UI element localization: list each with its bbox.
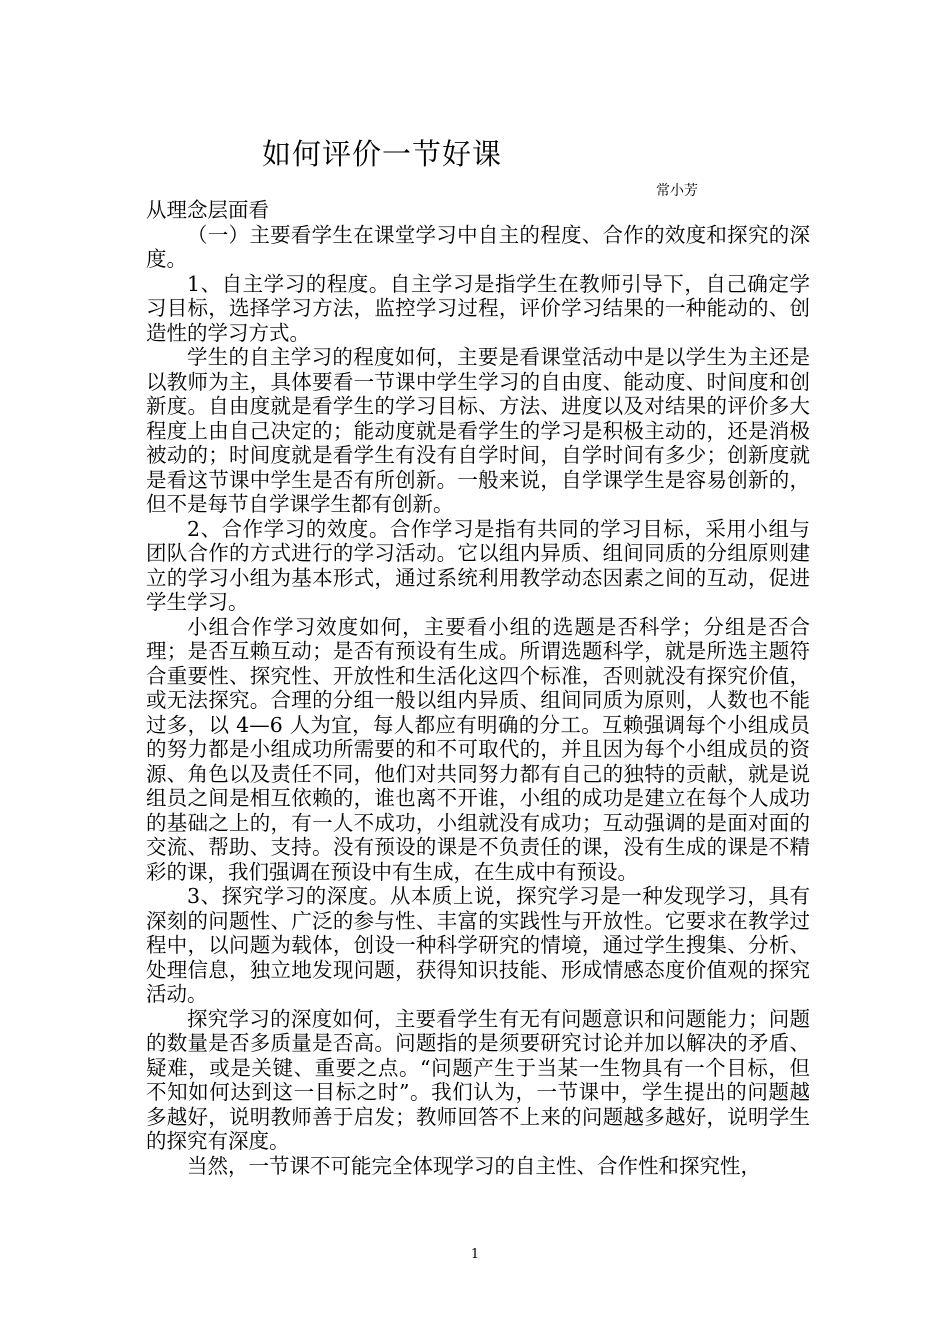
paragraph: 2、合作学习的效度。合作学习是指有共同的学习目标，采用小组与团队合作的方式进行的学习活动。它以组内异质、组间同质的分组原则建立的学习小组为基本形式，通过系统利用教学动态因素之间的互动，促进学生学习。	[146, 516, 810, 614]
paragraph: 3、探究学习的深度。从本质上说，探究学习是一种发现学习，具有深刻的问题性、广泛的参与性、丰富的实践性与开放性。它要求在教学过程中，以问题为载体，创设一种科学研究的情境，通过学生搜集、分析、处理信息，独立地发现问题，获得知识技能、形成情感态度价值观的探究活动。	[146, 884, 810, 1006]
paragraph: 当然，一节课不可能完全体现学习的自主性、合作性和探究性，	[187, 1153, 761, 1178]
document-body	[146, 198, 810, 1178]
page-number: 1	[470, 1247, 480, 1262]
author-name: 常小芳	[656, 183, 698, 199]
paragraph: 1、自主学习的程度。自主学习是指学生在教师引导下，自己确定学习目标，选择学习方法，监控学习过程，评价学习结果的一种能动的、创造性的学习方式。	[146, 271, 810, 345]
document-title: 如何评价一节好课	[262, 137, 503, 171]
paragraph: （一）主要看学生在课堂学习中自主的程度、合作的效度和探究的深度。	[146, 222, 810, 271]
section-heading: 从理念层面看	[146, 198, 269, 222]
paragraph: 小组合作学习效度如何，主要看小组的选题是否科学；分组是否合理；是否互赖互动；是否有预设有生成。所谓选题科学，就是所选主题符合重要性、探究性、开放性和生活化这四个标准，否则就没有探究价值，或无法探究。合理的分组一般以组内异质、组间同质为原则，人数也不能过多，以 4—6 人为宜，每人都应有明确的分工。互赖强调每个小组成员的努力都是小组成功所需要的和不可取代的，并且因为每个小组成员的资源、角色以及责任不同，他们对共同努力都有自己的独特的贡献，就是说组员之间是相互依赖的，谁也离不开谁，小组的成功是建立在每个人成功的基础之上的，有一人不成功，小组就没有成功；互动强调的是面对面的交流、帮助、支持。没有预设的课是不负责任的课，没有生成的课是不精彩的课，我们强调在预设中有生成，在生成中有预设。	[146, 614, 810, 884]
paragraph: 学生的自主学习的程度如何，主要是看课堂活动中是以学生为主还是以教师为主，具体要看一节课中学生学习的自由度、能动度、时间度和创新度。自由度就是看学生的学习目标、方法、进度以及对结果的评价多大程度上由自己决定的；能动度就是看学生的学习是积极主动的，还是消极被动的；时间度就是看学生有没有自学时间，自学时间有多少；创新度就是看这节课中学生是否有所创新。一般来说，自学课学生是容易创新的，但不是每节自学课学生都有创新。	[146, 345, 810, 516]
paragraph: 探究学习的深度如何，主要看学生有无有问题意识和问题能力；问题的数量是否多质量是否高。问题指的是须要研究讨论并加以解决的矛盾、疑难，或是关键、重要之点。“问题产生于当某一生物具有一个目标，但不知如何达到这一目标之时”。我们认为，一节课中，学生提出的问题越多越好，说明教师善于启发；教师回答不上来的问题越多越好，说明学生的探究有深度。	[146, 1006, 810, 1153]
